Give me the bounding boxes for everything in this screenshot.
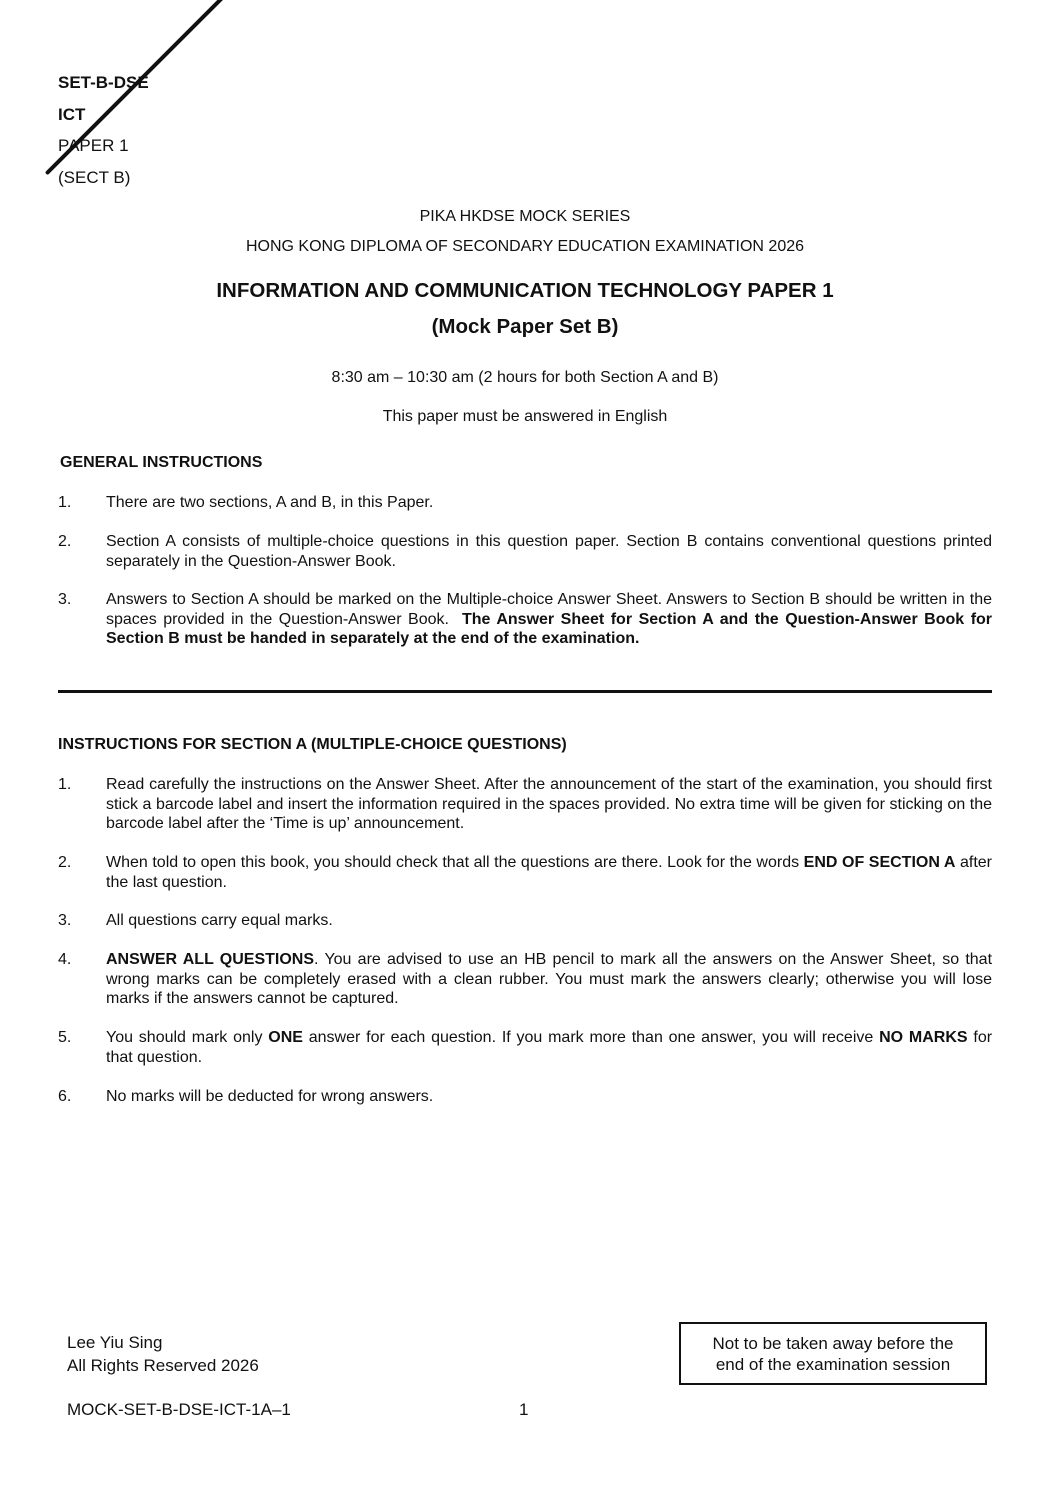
- item-number: 3.: [58, 591, 72, 608]
- item-text: for that question.: [106, 1029, 993, 1066]
- paper-code: SET-B-DSE: [58, 73, 149, 92]
- section-a-item-6: [58, 1087, 992, 1107]
- paper-number: PAPER 1: [58, 136, 129, 155]
- exam-title: HONG KONG DIPLOMA OF SECONDARY EDUCATION EXAMINATION 2026: [245, 238, 805, 255]
- item-text: No marks will be deducted for wrong answers.: [106, 1088, 434, 1105]
- page-title: INFORMATION AND COMMUNICATION TECHNOLOGY PAPER 1: [216, 279, 834, 302]
- section-a-item-5: [58, 1028, 992, 1067]
- exam-time: 8:30 am – 10:30 am (2 hours for both Section A and B): [331, 369, 719, 386]
- item-text-bold: ANSWER ALL QUESTIONS: [106, 951, 315, 968]
- item-number: 2.: [58, 854, 72, 871]
- item-number: 3.: [58, 912, 72, 929]
- general-item-2: [58, 532, 992, 571]
- document-code: MOCK-SET-B-DSE-ICT-1A–1: [67, 1400, 291, 1419]
- notice-line-1: Not to be taken away before the: [712, 1333, 954, 1353]
- item-text-wrapper: [106, 950, 992, 1009]
- section-a-item-3: [58, 911, 992, 931]
- subject-label: ICT: [58, 105, 86, 124]
- general-item-1: [58, 493, 992, 513]
- section-a-heading: INSTRUCTIONS FOR SECTION A (MULTIPLE-CHOICE QUESTIONS): [58, 736, 567, 753]
- item-text: Answers to Section A should be marked on the Multiple-choice Answer Sheet. Answers to Section B should be written in the spaces provided in the Question-Answer Book.: [106, 591, 992, 628]
- notice-line-2: end of the examination session: [715, 1354, 951, 1374]
- section-a-item-4: [58, 950, 992, 1009]
- item-text-wrapper: [106, 853, 992, 892]
- item-text-bold: END OF SECTION A: [803, 854, 956, 871]
- page-subtitle: (Mock Paper Set B): [431, 315, 619, 338]
- item-number: 6.: [58, 1088, 72, 1105]
- item-text-bold: The Answer Sheet for Section A and the Question-Answer Book for Section B must be handed in separately at the end of the examination.: [106, 610, 993, 647]
- section-a-item-2: [58, 853, 992, 892]
- copyright-text: All Rights Reserved 2026: [67, 1356, 259, 1375]
- general-item-3: [58, 590, 992, 649]
- item-text: Section A consists of multiple-choice questions in this question paper. Section B contains conventional questions printed separately in the Question-Answer Book.: [106, 533, 992, 570]
- item-text: Read carefully the instructions on the Answer Sheet. After the announcement of the start of the examination, you should first stick a barcode label and insert the information required in the spaces provided. No extra time will be given for sticking on the barcode label after the ‘Time is up’ announcement.: [106, 776, 992, 832]
- series-title: PIKA HKDSE MOCK SERIES: [419, 208, 631, 225]
- section-label: (SECT B): [58, 168, 131, 187]
- item-text: All questions carry equal marks.: [106, 912, 333, 929]
- general-instructions-heading: GENERAL INSTRUCTIONS: [60, 454, 263, 471]
- item-text: . You are advised to use an HB pencil to mark all the answers on the Answer Sheet, so that wrong marks can be completely erased with a clean rubber. You must mark the answers clearly; otherwise you will lose marks if the answers cannot be captured.: [106, 951, 993, 1007]
- page-number: 1: [519, 1400, 529, 1419]
- item-number: 1.: [58, 494, 72, 511]
- item-number: 1.: [58, 776, 72, 793]
- author-name: Lee Yiu Sing: [67, 1333, 163, 1352]
- item-number: 5.: [58, 1029, 72, 1046]
- item-number: 2.: [58, 533, 72, 550]
- item-text: There are two sections, A and B, in this Paper.: [106, 494, 434, 511]
- item-text: after the last question.: [106, 854, 992, 891]
- language-note: This paper must be answered in English: [382, 408, 668, 425]
- item-text-wrapper: [106, 1028, 992, 1067]
- item-text-wrapper: [106, 590, 992, 649]
- item-text-bold: ONE: [268, 1029, 303, 1046]
- item-text: When told to open this book, you should check that all the questions are there. Look for the words: [106, 854, 800, 871]
- section-a-item-1: [58, 775, 992, 834]
- item-text: You should mark only: [106, 1029, 263, 1046]
- notice-box: [679, 1322, 987, 1385]
- item-number: 4.: [58, 951, 72, 968]
- section-divider: [58, 690, 992, 693]
- item-text: answer for each question. If you mark more than one answer, you will receive: [308, 1029, 874, 1046]
- item-text-bold: NO MARKS: [879, 1029, 968, 1046]
